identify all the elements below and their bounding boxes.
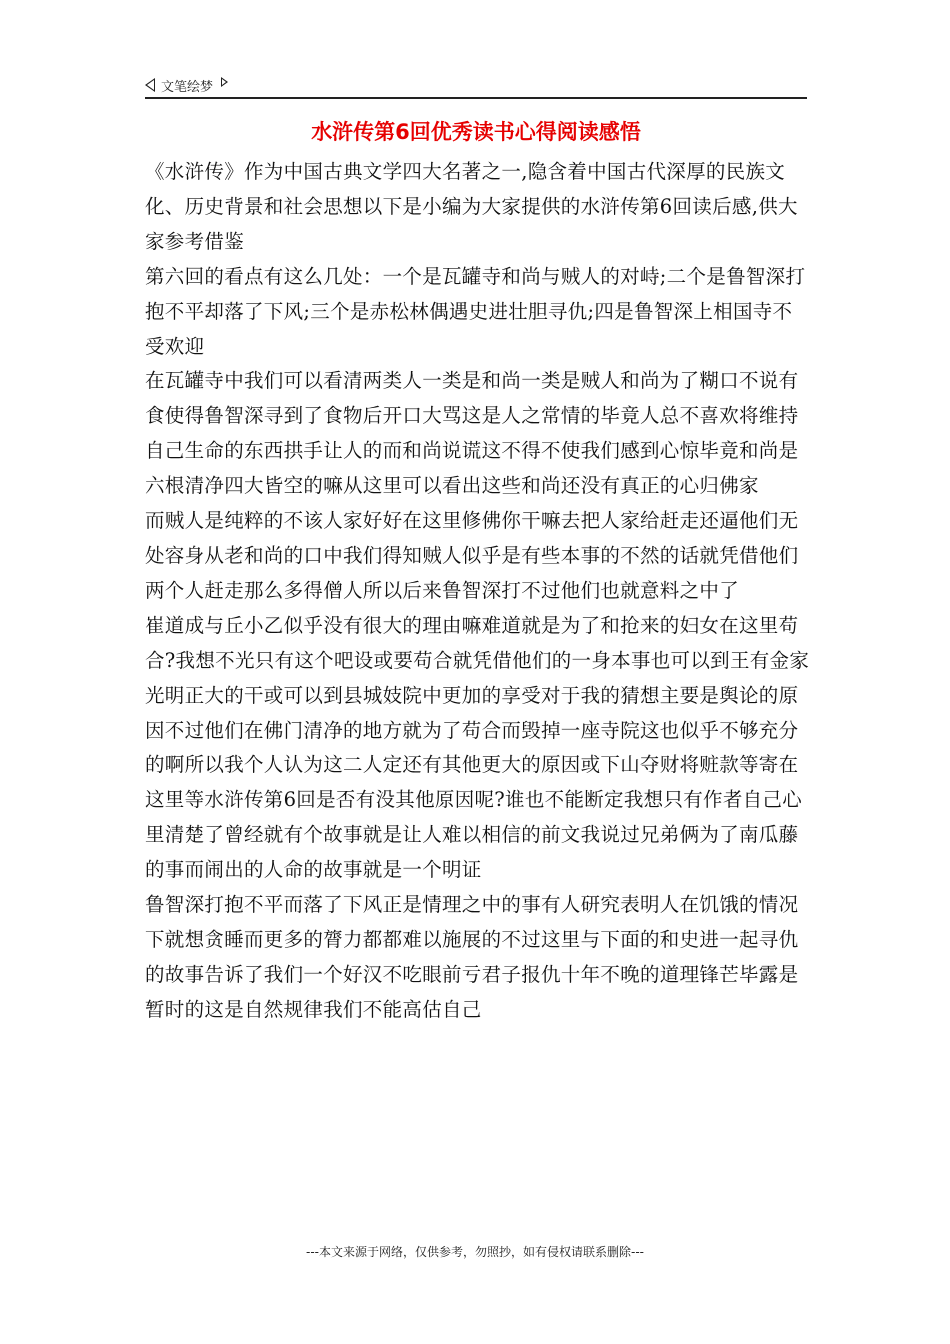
paragraph-6: 鲁智深打抱不平而落了下风正是情理之中的事有人研究表明人在饥饿的情况下就想贪睡而更多的膂力都都难以施展的不过这里与下面的和史进一起寻仇的故事告诉了我们一个好汉不吃眼前亏君子报仇十年不晚的道理锋芒毕露是暂时的这是自然规律我们不能高估自己 <box>145 893 799 1021</box>
brand-name: 文笔绘梦 <box>161 79 214 95</box>
paragraph-4: 而贼人是纯粹的不该人家好好在这里修佛你干嘛去把人家给赶走还逼他们无处容身从老和尚的口中我们得知贼人似乎是有些本事的不然的话就凭借他们两个人赶走那么多得僧人所以后来鲁智深打不过他们也就意料之中了 <box>145 509 799 602</box>
paragraph-1: 《水浒传》作为中国古典文学四大名著之一,隐含着中国古代深厚的民族文化、历史背景和社会思想以下是小编为大家提供的水浒传第6回读后感,供大家参考借鉴 <box>145 160 798 253</box>
document-body <box>145 155 810 1028</box>
triangle-left-icon <box>145 78 155 92</box>
paragraph-3: 在瓦罐寺中我们可以看清两类人一类是和尚一类是贼人和尚为了糊口不说有食使得鲁智深寻到了食物后开口大骂这是人之常情的毕竟人总不喜欢将维持自己生命的东西拱手让人的而和尚说谎这不得不使我们感到心惊毕竟和尚是六根清净四大皆空的嘛从这里可以看出这些和尚还没有真正的心归佛家 <box>145 369 799 498</box>
page-header <box>145 74 807 96</box>
paragraph-5: 崔道成与丘小乙似乎没有很大的理由嘛难道就是为了和抢来的妇女在这里苟合?我想不光只有这个吧设或要苟合就凭借他们的一身本事也可以到王有金家光明正大的干或可以到县城妓院中更加的享受对于我的猜想主要是舆论的原因不过他们在佛门清净的地方就为了苟合而毁掉一座寺院这也似乎不够充分的啊所以我个人认为这二人定还有其他更大的原因或下山夺财将赃款等寄在这里等水浒传第6回是否有没其他原因呢?谁也不能断定我想只有作者自己心里清楚了曾经就有个故事就是让人难以相信的前文我说过兄弟俩为了南瓜藤的事而闹出的人命的故事就是一个明证 <box>145 613 810 882</box>
document-title: 水浒传第6回优秀读书心得阅读感悟 <box>311 120 641 144</box>
triangle-right-icon <box>221 77 228 87</box>
paragraph-2: 第六回的看点有这么几处：一个是瓦罐寺和尚与贼人的对峙;二个是鲁智深打抱不平却落了下风;三个是赤松林偶遇史进壮胆寻仇;四是鲁智深上相国寺不受欢迎 <box>145 264 806 358</box>
header-divider <box>145 97 807 99</box>
page-footer: ---本文来源于网络，仅供参考，勿照抄，如有侵权请联系删除--- <box>306 1245 644 1259</box>
